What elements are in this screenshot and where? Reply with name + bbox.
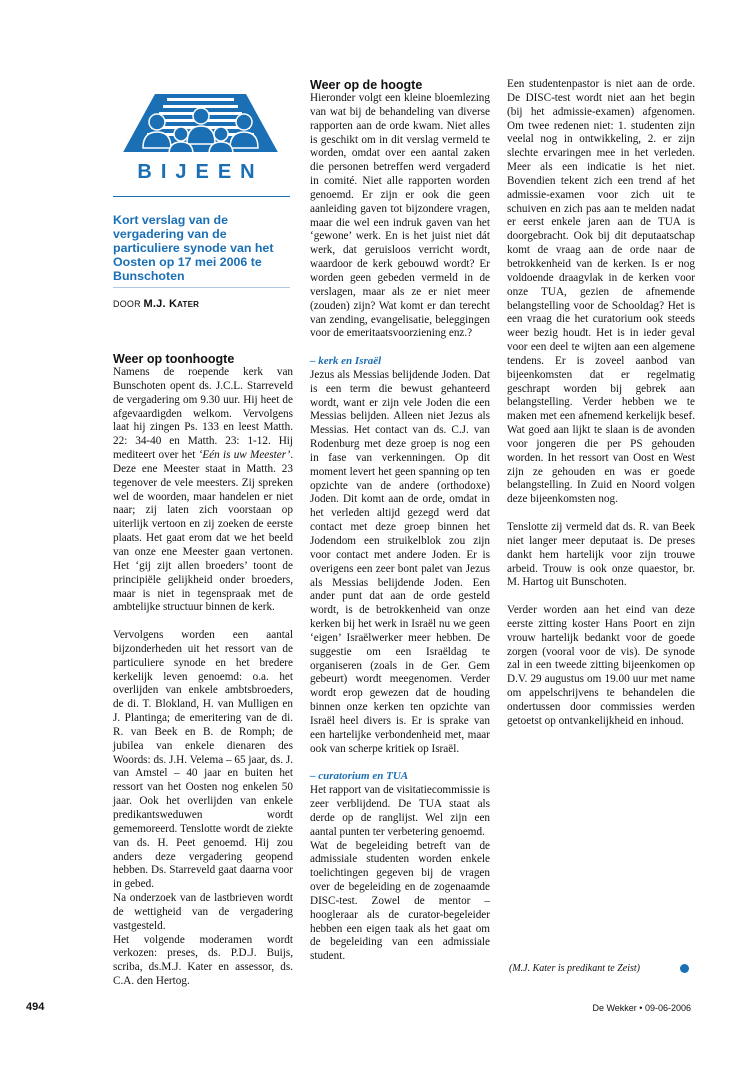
bijeen-logo [113, 86, 288, 190]
paragraph-quote: ‘Eén is uw Meester’ [198, 449, 291, 462]
paragraph-text: Namens de roepende kerk van Bunschoten opent ds. J.C.L. Starreveld de vergadering om 9.30 uur. Hij heet de afgevaardigden welkom. Vervolgens laat hij zingen Ps. 133 en leest Matth. 22: 34-40 en Matth. 23: 1-12. Hij mediteert over het [113, 366, 293, 462]
paragraph: Vervolgens worden een aantal bijzonderheden uit het ressort van de particuliere synode en het bredere kerkelijk leven genoemd: o.a. het overlijden van enkele ambtsbroeders, de di. T. Blokland, H. van Mulligen en J. Plantinga; de emeritering van de di. R. van Beek en B. de Romph; de jubilea van enkele dienaren des Woords: ds. J.H. Velema – 65 jaar, ds. J. van Amstel – 40 jaar en buiten het ressort van het Oosten nog enkelen 50 jaar. Ook het overlijden van enkele predikantsweduwen wordt gememoreerd. Tenslotte wordt de ziekte van ds. H. Peet genoemd. Hij zou anders deze vergadering geopend hebben. Ds. Starreveld gaat daarna voor in gebed. [113, 629, 293, 891]
end-mark-dot [680, 964, 689, 973]
article-intro-title: Kort verslag van de vergadering van de particuliere synode van het Oosten op 17 mei 2006 te Bunschoten [113, 213, 274, 283]
column-1 [113, 352, 293, 989]
byline-prefix: DOOR [113, 299, 141, 309]
paragraph: Het volgende moderamen wordt verkozen: preses, ds. P.D.J. Buijs, scriba, ds.M.J. Kater en assessor, ds. C.A. den Hertog. [113, 933, 293, 988]
column-3 [507, 78, 695, 729]
logo-text: BIJEEN [137, 161, 264, 183]
intro-divider [113, 287, 290, 288]
section-heading: Weer op toonhoogte [113, 352, 235, 366]
paragraph: Een studentenpastor is niet aan de orde. De DISC-test wordt niet aan het begin (bij het admissie-examen) afgenomen. Om twee redenen niet: 1. studenten zijn veelal nog in ontwikkeling, 2. er zijn slechte ervaringen mee in het verleden. Meer als een indicatie is het niet. Bovendien tekent zich een trend af het admissie-examen voor zich uit te schuiven en zich pas aan te melden nadat er eerst enkele jaren aan de TUA is doorgebracht. Ook bij dit deputaatschap komt de vraag aan de orde naar de betrokkenheid van de kerken. Is er nog voldoende draagvlak in de kerken voor onze TUA, gezien de afnemende belangstelling voor de Schooldag? Het is een vraag die het curatorium ook steeds weer bezig houdt. Het is in ieder geval voor een deel te wijten aan een algemene tendens. Er is zoveel aanbod van bijeenkomsten dat er regelmatig geschrapt worden bij gebrek aan belangstelling. Verder hebben we te maken met een afnemend kerkelijk besef. Wat goed aan lijkt te slaan is de avonden voor jongeren die per PS gehouden worden. In het ressort van Oost en West zijn ze gehouden en was er goede belangstelling. In Zuid en Noord volgen deze bijeenkomsten nog. [507, 78, 695, 506]
paragraph: Jezus als Messias belijdende Joden. Dat is een term die bewust gehanteerd wordt, want er zijn vele Joden die een Messias belijden. Alleen niet Jezus als Messias. Het contact van ds. C.J. van Rodenburg met deze groep is nog een in fase van verkenningen. Op dit moment levert het geen spanning op ten opzichte van de andere (orthodoxe) Joden. Dit komt aan de orde, omdat in het verleden altijd gezegd werd dat contact met deze groep binnen het Jodendom een struikelblok zou zijn voor contact met andere Joden. Er is overigens een zeer bont palet van Jezus als Messias belijdende Joden. Een ander punt dat aan de orde gesteld wordt, is de betrokkenheid van onze kerken bij het werk in Israël nu we geen ‘eigen’ Israëlwerker meer hebben. De suggestie om een Israëldag te organiseren (zoals in de Ger. Gem gebeurt) wordt meegenomen. Verder wordt erop gewezen dat de houding binnen onze kerken ten opzichte van Israël heel divers is. Er is sprake van een hartelijke verbondenheid met, maar ook van scherpe kritiek op Israël. [310, 368, 490, 755]
byline [113, 298, 199, 310]
author-note: (M.J. Kater is predikant te Zeist) [509, 963, 640, 974]
column-2 [310, 78, 490, 964]
publication-footer: De Wekker • 09-06-2006 [592, 1003, 691, 1013]
page-number: 494 [26, 1001, 45, 1013]
paragraph [113, 366, 293, 615]
paragraph: Hieronder volgt een kleine bloemlezing van wat bij de behandeling van diverse rapporten aan de orde kwam. Niet alles is geschikt om in dit verslag vermeld te worden, omdat over een aantal zaken die personen betreffen werd vergaderd in comité. Niet alle rapporten worden genoemd. Er zijn er ook die geen aanleiding gaven tot bijzondere vragen, maar die wel een indruk gaven van het ‘gewone’ werk. En is het juist niet dát werk, dat geruisloos verricht wordt, waardoor de kerk gebouwd wordt? Er worden geen gebeden vermeld in de verslagen, maar als ze er niet meer (zouden) zijn? Wat komt er dan terecht van zending, evangelisatie, beleggingen voor de emeritaatsvoorziening enz.? [310, 92, 490, 340]
byline-author: M.J. Kater [143, 298, 200, 310]
paragraph: Het rapport van de visitatiecommissie is zeer verblijdend. De TUA staat als derde op de ranglijst. Wel zijn een aantal punten ter verbetering genoemd. [310, 784, 490, 838]
paragraph-text: . Deze ene Meester staat in Matth. 23 tegenover de vele meesters. Zij spreken wel de woorden, maar handelen er niet naar; zij laten zich voorstaan op uiterlijk vertoon en zij zoeken de eerste plaats. Het gaat erom dat we het beeld van onze ene Meester gaan vertonen. Het ‘gij zijt allen broeders’ toont de principiële gelijkheid onder broeders, maar is niet in tegenspraak met de ambtelijke structuur binnen de kerk. [113, 449, 293, 614]
paragraph: Na onderzoek van de lastbrieven wordt de wettigheid van de vergadering vastgesteld. [113, 892, 293, 932]
section-heading: Weer op de hoogte [310, 78, 423, 92]
paragraph: Verder worden aan het eind van deze eerste zitting koster Hans Poort en zijn vrouw hartelijk bedankt voor de goede zorgen (vooral voor de vis). De synode zal in een tweede zitting bijeenkomen op D.V. 29 augustus om 19.00 uur met name om appelschrijvens te behandelen die ondertussen door commissies werden getoetst op ontvankelijkheid en inhoud. [507, 604, 695, 727]
subsection-heading: – kerk en Israël [310, 355, 382, 368]
subsection-heading: – curatorium en TUA [310, 770, 409, 783]
paragraph: Tenslotte zij vermeld dat ds. R. van Beek niet langer meer deputaat is. De preses dankt hem hartelijk voor zijn trouwe arbeid. Trouw is ook onze quaestor, br. M. Hartog uit Bunschoten. [507, 521, 695, 589]
paragraph: Wat de begeleiding betreft van de admissiale studenten worden enkele toelichtingen gegeven bij de vragen over de begeleiding en de zogenaamde DISC-test. Zowel de mentor – hoogleraar als de curator-begeleider hebben een eigen taak als het gaat om de begeleiding van een admissiale student. [310, 839, 490, 963]
logo-divider [113, 196, 290, 197]
